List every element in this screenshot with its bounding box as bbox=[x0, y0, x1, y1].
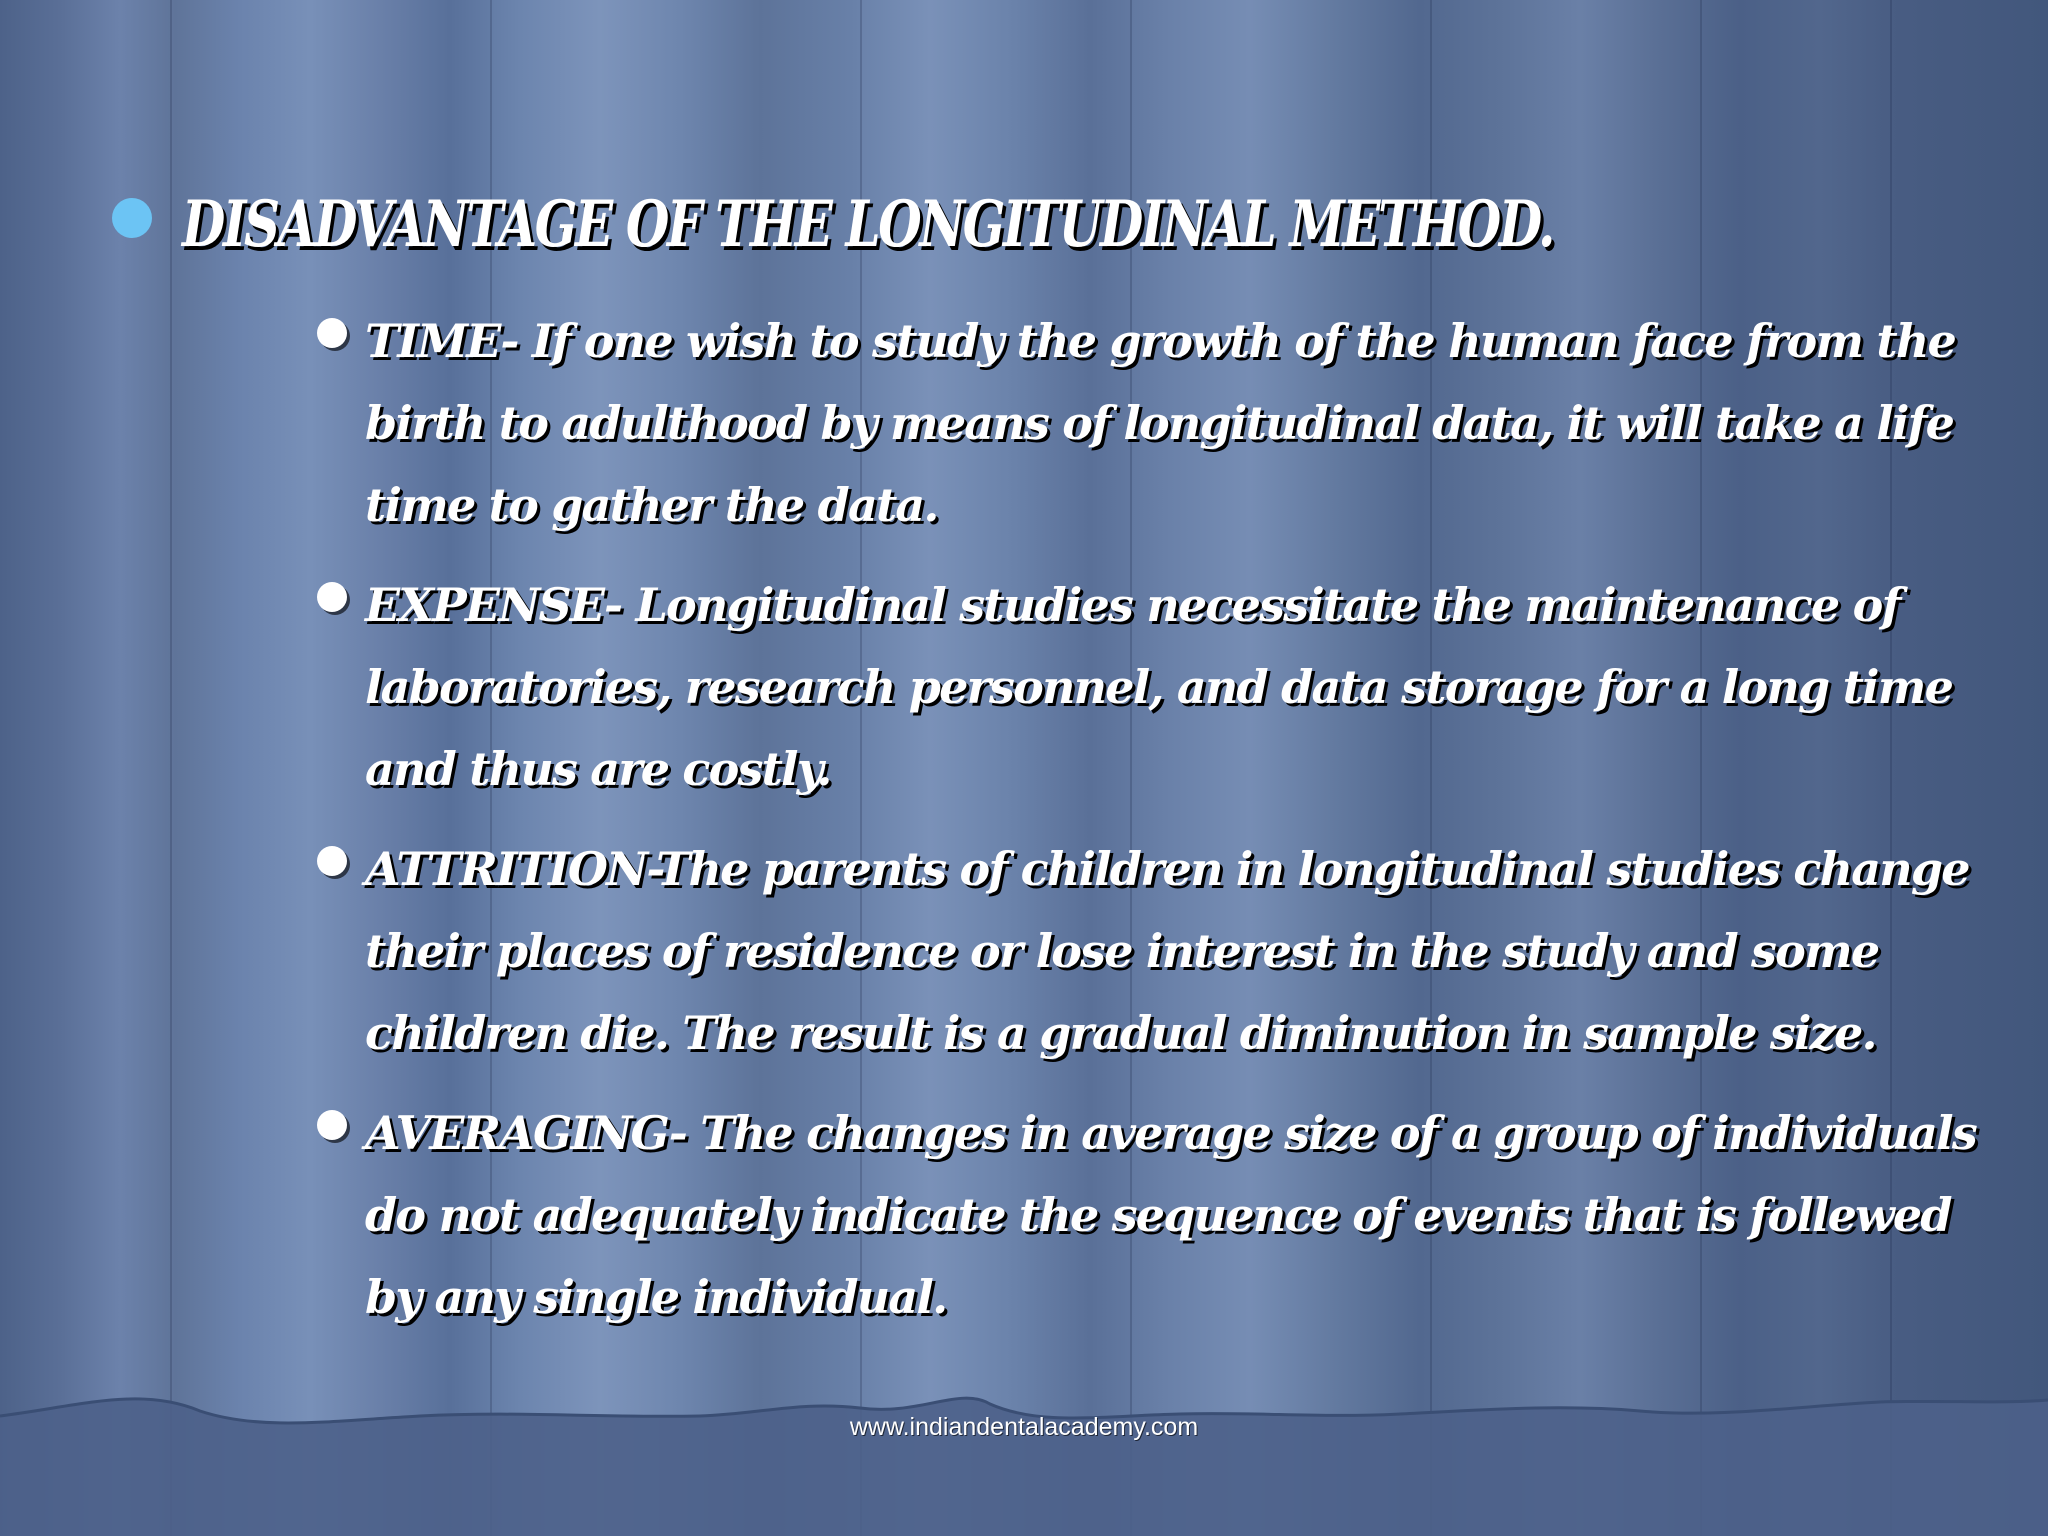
title-row bbox=[112, 180, 1962, 270]
slide-title: DISADVANTAGE OF THE LONGITUDINAL METHOD. bbox=[182, 187, 1554, 262]
list-item bbox=[315, 564, 1975, 810]
bullet-text: AVERAGING- The changes in average size of a group of individuals do not adequately indicate the sequence of events that is follewed by any single individual. bbox=[365, 1106, 1976, 1324]
bullet-text: EXPENSE- Longitudinal studies necessitate the maintenance of laboratories, research personnel, and data storage for a long time and thus are costly. bbox=[365, 578, 1953, 796]
bullet-text: TIME- If one wish to study the growth of the human face from the birth to adulthood by means of longitudinal data, it will take a life time to gather the data. bbox=[365, 314, 1955, 532]
bullet-icon bbox=[317, 582, 347, 612]
list-item bbox=[315, 300, 1975, 546]
bullet-icon bbox=[317, 846, 347, 876]
footer-url: www.indiandentalacademy.com bbox=[849, 1413, 1199, 1441]
list-item bbox=[315, 828, 1975, 1074]
bullet-text: ATTRITION-The parents of children in longitudinal studies change their places of residence or lose interest in the study and some children die. The result is a gradual diminution in sample size. bbox=[365, 842, 1969, 1060]
bullet-list bbox=[315, 300, 1975, 1356]
list-item bbox=[315, 1092, 1975, 1338]
bullet-icon bbox=[317, 318, 347, 348]
bullet-icon bbox=[317, 1110, 347, 1140]
bullet-icon bbox=[112, 198, 152, 238]
